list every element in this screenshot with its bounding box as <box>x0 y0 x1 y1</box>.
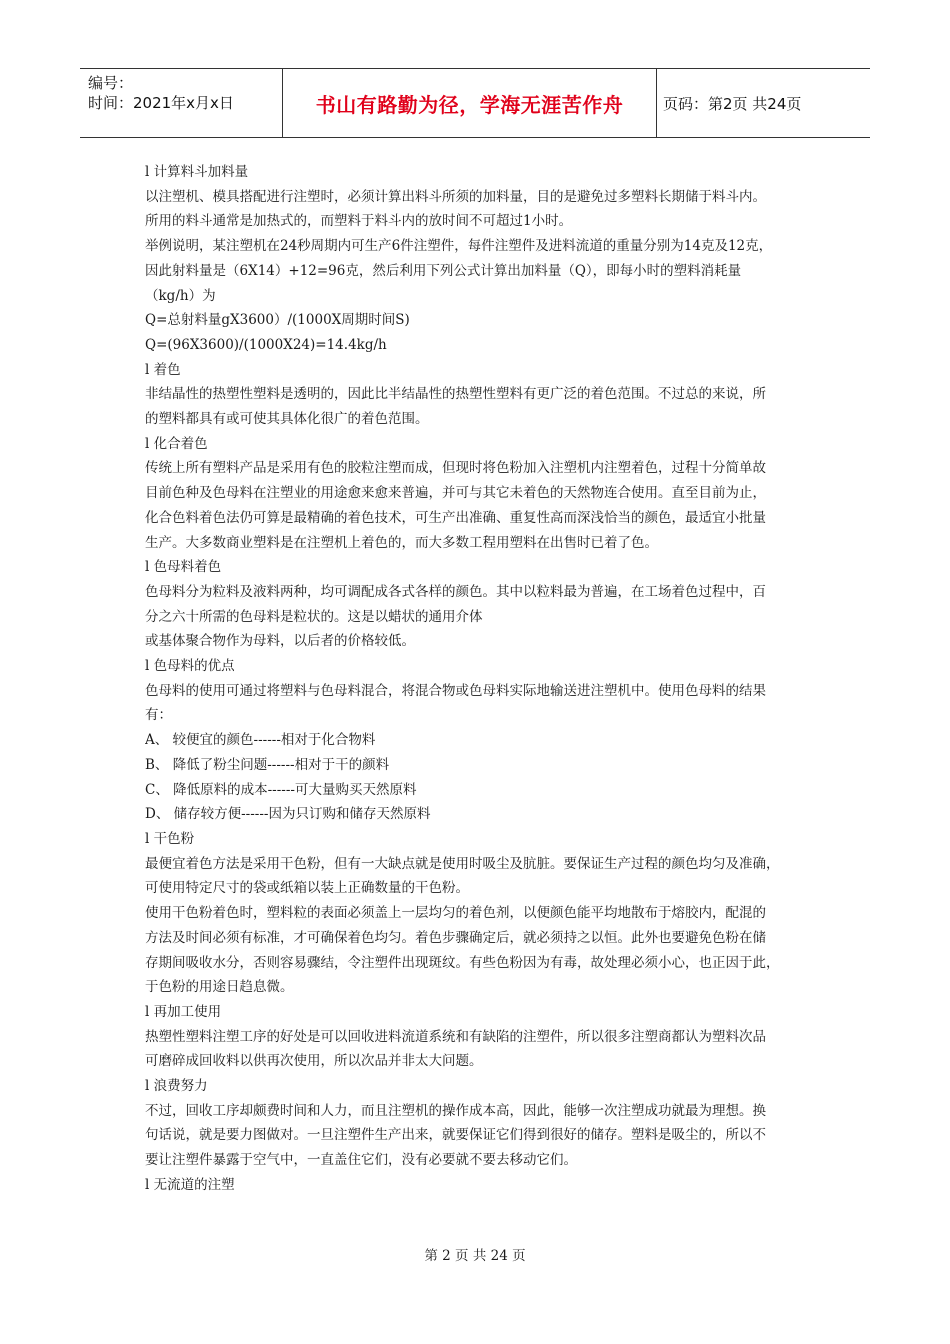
text-line: 最便宜着色方法是采用干色粉，但有一大缺点就是使用时吸尘及肮脏。要保证生产过程的颜色均匀及准确， <box>145 855 780 872</box>
text-line: 使用干色粉着色时，塑料粒的表面必须盖上一层均匀的着色剂，以便颜色能平均地散布于熔胶内，配混的 <box>145 905 766 922</box>
text-line: Q=(96X3600)/(1000X24)=14.4kg/h <box>145 336 387 353</box>
text-line: 方法及时间必须有标准，才可确保着色均匀。着色步骤确定后，就必须持之以恒。此外也要避免色粉在储 <box>145 929 766 946</box>
page-footer: 第 2 页 共 24 页 <box>424 1248 526 1264</box>
text-line: 传统上所有塑料产品是采用有色的胶粒注塑而成，但现时将色粉加入注塑机内注塑着色，过程十分简单故 <box>145 460 766 477</box>
date-label: 时间：2021年x月x日 <box>88 94 234 112</box>
text-line: 有： <box>145 707 172 724</box>
text-line: 非结晶性的热塑性塑料是透明的，因此比半结晶性的热塑性塑料有更广泛的着色范围。不过总的来说，所 <box>145 386 766 403</box>
text-line: 以注塑机、模具搭配进行注塑时，必须计算出料斗所须的加料量，目的是避免过多塑料长期储于料斗内。 <box>145 188 766 205</box>
text-line: 化合色料着色法仍可算是最精确的着色技术，可生产出准确、重复性高而深浅恰当的颜色，最适宜小批量 <box>145 509 766 526</box>
text-line: l 色母料着色 <box>145 559 222 576</box>
text-line: 要让注塑件暴露于空气中，一直盖住它们，没有必要就不要去移动它们。 <box>145 1152 577 1169</box>
text-line: 或基体聚合物作为母料，以后者的价格较低。 <box>145 633 415 650</box>
text-line: D、 储存较方便------因为只订购和储存天然原料 <box>145 806 431 823</box>
text-line: 生产。大多数商业塑料是在注塑机上着色的，而大多数工程用塑料在出售时已着了色。 <box>145 534 658 551</box>
text-line: l 再加工使用 <box>145 1003 222 1020</box>
text-line: l 色母料的优点 <box>145 658 235 675</box>
text-line: 的塑料都具有或可使其具体化很广的着色范围。 <box>145 411 429 428</box>
text-line: 可磨碎成回收料以供再次使用，所以次品并非太大问题。 <box>145 1053 483 1070</box>
text-line: 存期间吸收水分，否则容易骤结，令注塑件出现斑纹。有些色粉因为有毒，故处理必须小心，也正因于此， <box>145 954 780 971</box>
text-line: 句话说，就是要力图做对。一旦注塑件生产出来，就要保证它们得到很好的储存。塑料是吸尘的，所以不 <box>145 1127 766 1144</box>
text-line: l 化合着色 <box>145 435 208 452</box>
text-line: Q=总射料量gX3600）/(1000X周期时间S) <box>145 312 410 329</box>
text-line: 所用的料斗通常是加热式的，而塑料于料斗内的放时间不可超过1小时。 <box>145 213 573 230</box>
text-line: l 干色粉 <box>145 830 195 847</box>
text-line: 色母料分为粒料及液料两种，均可调配成各式各样的颜色。其中以粒料最为普遍，在工场着色过程中，百 <box>145 583 766 600</box>
text-line: B、 降低了粉尘问题------相对于干的颜料 <box>145 756 390 773</box>
text-line: 热塑性塑料注塑工序的好处是可以回收进料流道系统和有缺陷的注塑件，所以很多注塑商都认为塑料次品 <box>145 1028 766 1045</box>
page-header <box>80 68 870 138</box>
text-line: l 浪费努力 <box>145 1078 208 1095</box>
text-line: 举例说明，某注塑机在24秒周期内可生产6件注塑件，每件注塑件及进料流道的重量分别为14克及12克， <box>145 238 773 255</box>
text-line: C、 降低原料的成本------可大量购买天然原料 <box>145 781 417 798</box>
text-line: 于色粉的用途日趋息微。 <box>145 979 294 996</box>
text-line: 分之六十所需的色母料是粒状的。这是以蜡状的通用介体 <box>145 608 483 625</box>
text-line: A、 较便宜的颜色------相对于化合物料 <box>145 732 376 749</box>
header-meta <box>80 69 283 137</box>
text-line: 可使用特定尺寸的袋或纸箱以装上正确数量的干色粉。 <box>145 880 469 897</box>
text-line: （kg/h）为 <box>145 287 216 304</box>
header-page-info: 页码：第2页 共24页 <box>663 94 802 113</box>
text-line: 不过，回收工序却颇费时间和人力，而且注塑机的操作成本高，因此，能够一次注塑成功就最为理想。换 <box>145 1102 766 1119</box>
serial-label: 编号： <box>88 74 134 92</box>
text-line: l 计算料斗加料量 <box>145 164 249 180</box>
header-motto: 书山有路勤为径，学海无涯苦作舟 <box>283 69 657 137</box>
document-body <box>145 160 813 1198</box>
text-line: 色母料的使用可通过将塑料与色母料混合，将混合物或色母料实际地输送进注塑机中。使用色母料的结果 <box>145 682 766 699</box>
text-line: l 无流道的注塑 <box>145 1176 235 1193</box>
text-line: l 着色 <box>145 361 181 378</box>
text-line: 目前色种及色母料在注塑业的用途愈来愈来普遍，并可与其它未着色的天然物连合使用。直至目前为止， <box>145 485 766 502</box>
text-line: 因此射料量是（6X14）+12=96克，然后利用下列公式计算出加料量（Q），即每小时的塑料消耗量 <box>145 262 742 279</box>
